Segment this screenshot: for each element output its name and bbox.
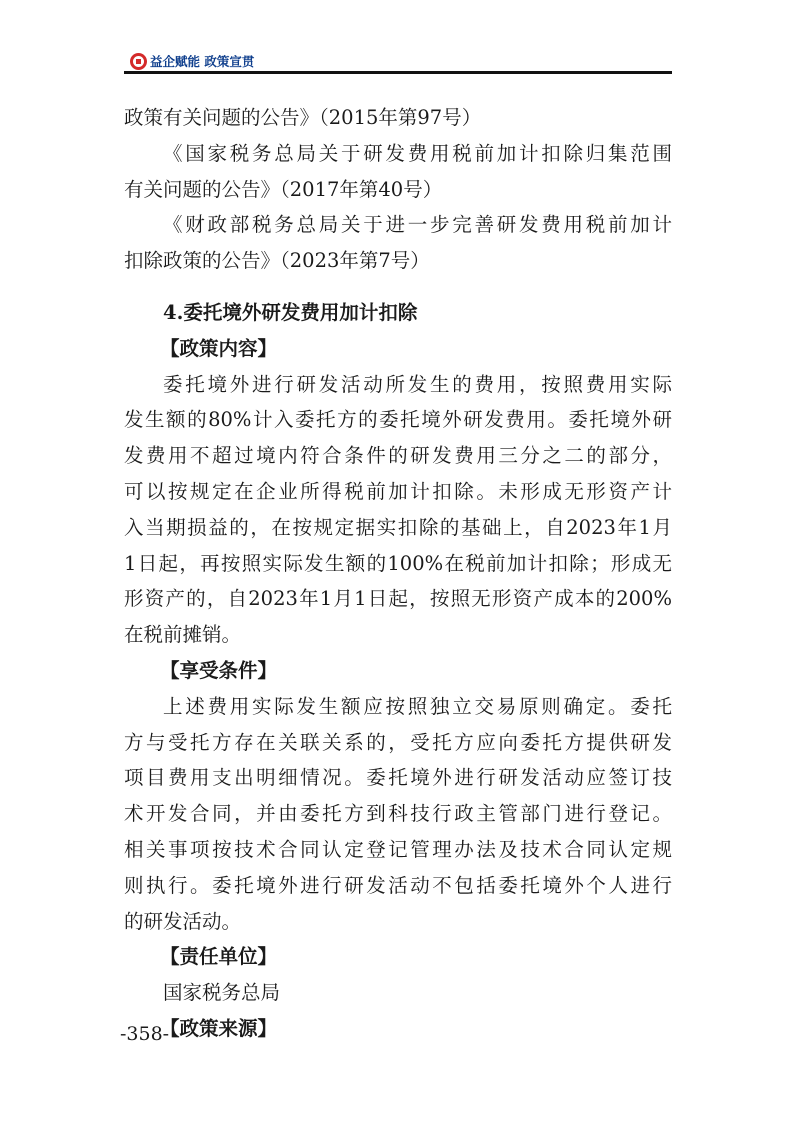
paragraph-line: 则执行。委托境外进行研发活动不包括委托境外个人进行 bbox=[124, 873, 672, 897]
source-label: 【政策来源】 bbox=[160, 1016, 278, 1040]
paragraph-line: 的研发活动。 bbox=[124, 909, 242, 933]
paragraph-line: 委托境外进行研发活动所发生的费用，按照费用实际 bbox=[163, 372, 672, 396]
paragraph-line: 术开发合同，并由委托方到科技行政主管部门进行登记。 bbox=[124, 802, 672, 826]
section-title: 4.委托境外研发费用加计扣除 bbox=[163, 300, 418, 324]
header-brand bbox=[130, 50, 254, 72]
paragraph-line: 1日起，再按照实际发生额的100%在税前加计扣除；形成无 bbox=[124, 551, 672, 575]
brand-text: 益企赋能 政策宣贯 bbox=[150, 54, 255, 69]
responsible-label: 【责任单位】 bbox=[160, 945, 278, 969]
paragraph-line: 形资产的，自2023年1月1日起，按照无形资产成本的200% bbox=[124, 587, 672, 611]
paragraph-line: 可以按规定在企业所得税前加计扣除。未形成无形资产计 bbox=[124, 479, 672, 503]
responsible-unit: 国家税务总局 bbox=[163, 981, 281, 1005]
paragraph-line: 在税前摊销。 bbox=[124, 623, 242, 647]
paragraph-line: 相关事项按技术合同认定登记管理办法及技术合同认定规 bbox=[124, 837, 672, 861]
paragraph-line: 有关问题的公告》（2017年第40号） bbox=[124, 177, 443, 201]
paragraph-line: 政策有关问题的公告》（2015年第97号） bbox=[124, 106, 482, 129]
page-number: -358- bbox=[120, 1023, 170, 1045]
paragraph-line: 发生额的80%计入委托方的委托境外研发费用。委托境外研 bbox=[124, 408, 672, 432]
paragraph-line: 发费用不超过境内符合条件的研发费用三分之二的部分， bbox=[124, 444, 672, 468]
header-rule bbox=[124, 71, 672, 74]
paragraph-line: 《国家税务总局关于研发费用税前加计扣除归集范围 bbox=[163, 141, 672, 165]
policy-content-label: 【政策内容】 bbox=[160, 336, 278, 360]
paragraph-line: 扣除政策的公告》（2023年第7号） bbox=[124, 249, 430, 273]
document-body bbox=[124, 100, 672, 1047]
paragraph-line: 入当期损益的，在按规定据实扣除的基础上，自2023年1月 bbox=[124, 515, 672, 539]
conditions-label: 【享受条件】 bbox=[160, 658, 278, 682]
brand-logo-icon bbox=[130, 53, 147, 70]
paragraph-line: 项目费用支出明细情况。委托境外进行研发活动应签订技 bbox=[124, 766, 672, 790]
paragraph-line: 方与受托方存在关联关系的，受托方应向委托方提供研发 bbox=[124, 730, 672, 754]
paragraph-line: 《财政部税务总局关于进一步完善研发费用税前加计 bbox=[163, 213, 672, 237]
paragraph-line: 上述费用实际发生额应按照独立交易原则确定。委托 bbox=[163, 694, 672, 718]
